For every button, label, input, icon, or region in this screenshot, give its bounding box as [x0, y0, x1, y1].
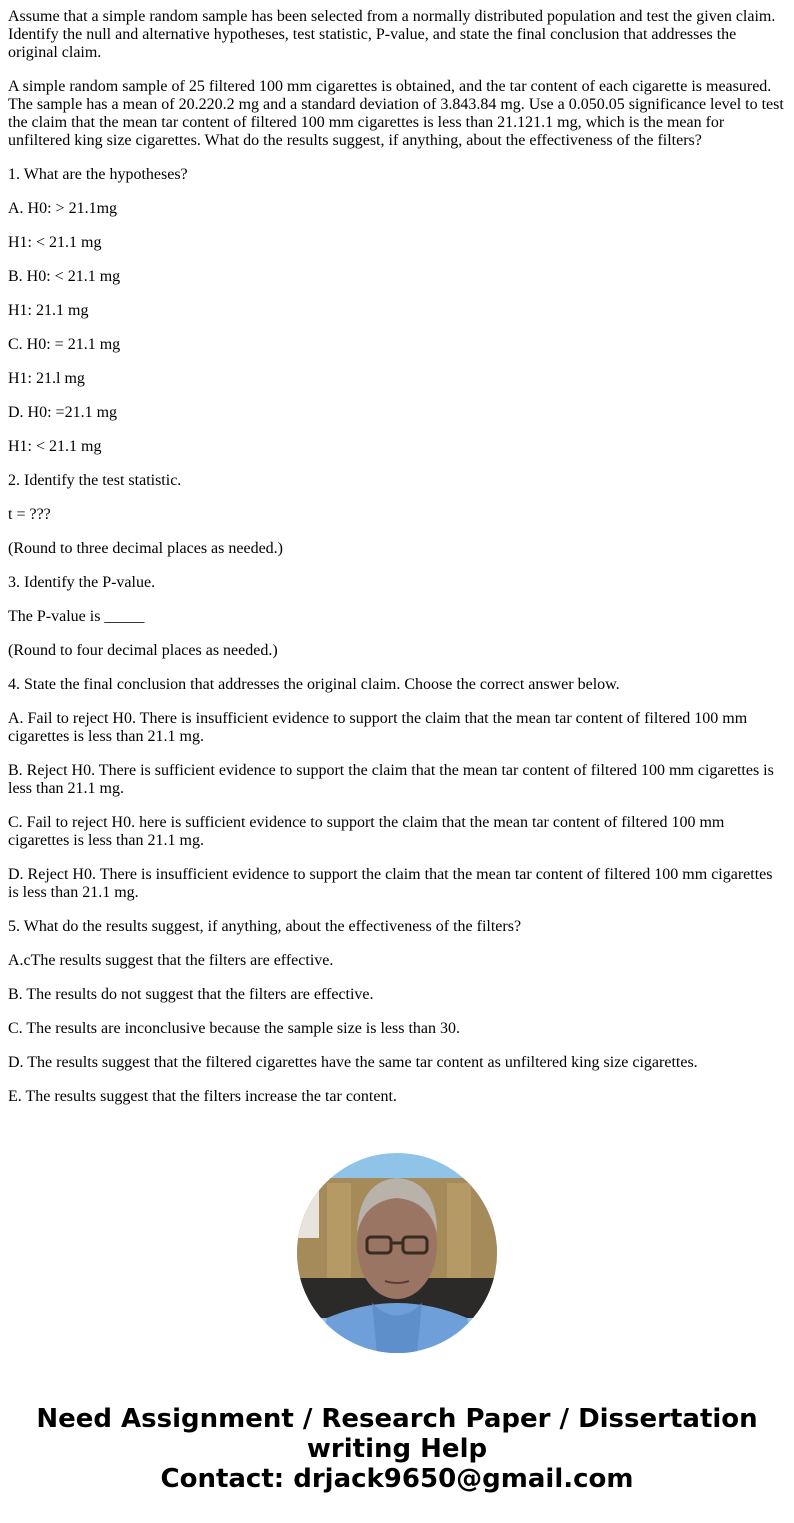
q3-note: (Round to four decimal places as needed.) — [8, 642, 278, 659]
problem-paragraph: A simple random sample of 25 filtered 100 mm cigarettes is obtained, and the tar content of each cigarette is measured. The sample has a mean of 20.220.2 mg and a standard deviation of 3.843.84 mg. Use a 0.050.05 significance level to test the claim that the mean tar content of filtered 100 mm cigarettes is less than 21.121.1 mg, which is the mean for unfiltered king size cigarettes. What do the results suggest, if anything, about the effectiveness of the filters? — [8, 78, 784, 149]
q1-option-b-h1: H1: 21.1 mg — [8, 302, 89, 319]
q2-question: 2. Identify the test statistic. — [8, 472, 182, 489]
portrait-image — [297, 1153, 497, 1353]
q4-option-a: A. Fail to reject H0. There is insufficient evidence to support the claim that the mean tar content of filtered 100 mm cigarettes is less than 21.1 mg. — [8, 710, 748, 745]
q3-answer: The P-value is _____ — [8, 608, 145, 625]
q4-option-c: C. Fail to reject H0. here is sufficient evidence to support the claim that the mean tar content of filtered 100 mm cigarettes is less than 21.1 mg. — [8, 814, 725, 849]
q2-note: (Round to three decimal places as needed.) — [8, 540, 283, 557]
q5-option-a: A.cThe results suggest that the filters are effective. — [8, 952, 334, 969]
q5-option-e: E. The results suggest that the filters increase the tar content. — [8, 1088, 397, 1105]
instructions-paragraph: Assume that a simple random sample has been selected from a normally distributed population and test the given claim. Identify the null and alternative hypotheses, test statistic, P-value, and state the final conclusion that addresses the original claim. — [8, 8, 776, 61]
q1-option-d-h0: D. H0: =21.1 mg — [8, 404, 118, 421]
q4-option-d: D. Reject H0. There is insufficient evidence to support the claim that the mean tar content of filtered 100 mm cigarettes is less than 21.1 mg. — [8, 866, 773, 901]
q3-question: 3. Identify the P-value. — [8, 574, 156, 591]
q5-option-c: C. The results are inconclusive because the sample size is less than 30. — [8, 1020, 461, 1037]
banner-line-2: writing Help — [306, 1434, 488, 1464]
q1-option-a-h0: A. H0: > 21.1mg — [8, 200, 118, 217]
q1-option-c-h0: C. H0: = 21.1 mg — [8, 336, 121, 353]
q5-option-d: D. The results suggest that the filtered cigarettes have the same tar content as unfiltered king size cigarettes. — [8, 1054, 698, 1071]
contact-banner — [0, 1404, 794, 1494]
q4-question: 4. State the final conclusion that addresses the original claim. Choose the correct answer below. — [8, 676, 620, 693]
avatar — [297, 1153, 497, 1353]
q4-option-b: B. Reject H0. There is sufficient evidence to support the claim that the mean tar content of filtered 100 mm cigarettes is less than 21.1 mg. — [8, 762, 774, 797]
q1-option-b-h0: B. H0: < 21.1 mg — [8, 268, 121, 285]
q2-answer: t = ??? — [8, 506, 51, 523]
q5-question: 5. What do the results suggest, if anything, about the effectiveness of the filters? — [8, 918, 522, 935]
banner-line-1: Need Assignment / Research Paper / Dissertation — [36, 1404, 758, 1434]
q1-option-c-h1: H1: 21.l mg — [8, 370, 85, 387]
q1-question: 1. What are the hypotheses? — [8, 166, 188, 183]
contact-email: Contact: drjack9650@gmail.com — [160, 1464, 634, 1494]
question-document — [8, 8, 786, 1122]
q5-option-b: B. The results do not suggest that the filters are effective. — [8, 986, 374, 1003]
q1-option-d-h1: H1: < 21.1 mg — [8, 438, 102, 455]
q1-option-a-h1: H1: < 21.1 mg — [8, 234, 102, 251]
